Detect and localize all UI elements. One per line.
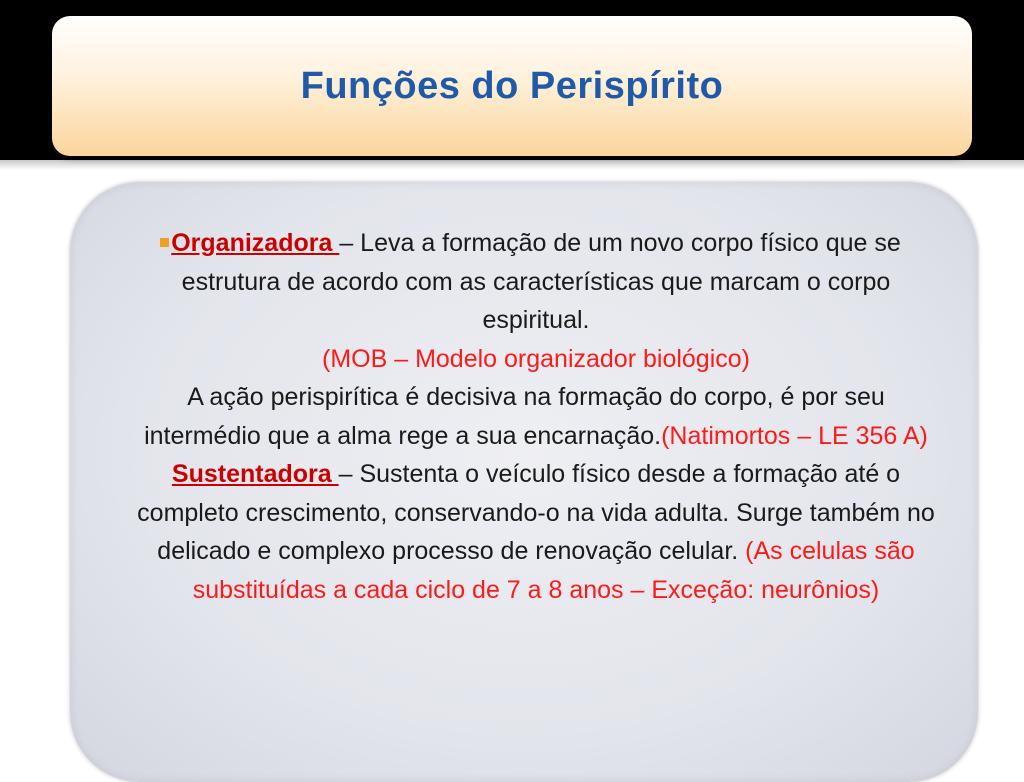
organizadora-note: (MOB – Modelo organizador biológico) — [322, 344, 750, 373]
acao-paragraph — [126, 378, 946, 455]
acao-note: (Natimortos – LE 356 A) — [661, 421, 928, 450]
acao-text: A ação perispirítica é decisiva na formação do corpo, é por seu intermédio que a alma rege a sua encarnação. — [144, 383, 885, 450]
slide-title: Funções do Perispírito — [300, 64, 724, 107]
bullet-organizadora — [126, 224, 946, 378]
sustentadora-term: Sustentadora — [171, 460, 339, 488]
organizadora-paragraph — [126, 224, 946, 378]
content-body — [126, 224, 946, 609]
organizadora-text: – Leva a formação de um novo corpo físico que se estrutura de acordo com as características que marcam o corpo espiritual. — [181, 229, 901, 334]
organizadora-term: Organizadora — [171, 229, 340, 257]
sustentadora-text: – Sustenta o veículo físico desde a formação até o completo crescimento, conservando-o na vida adulta. Surge também no delicado e complexo processo de renovação celular. — [137, 460, 935, 565]
content-panel — [70, 182, 978, 782]
header-band-shadow — [0, 160, 1024, 170]
sustentadora-paragraph — [126, 455, 946, 609]
sustentadora-note: (As celulas são substituídas a cada ciclo de 7 a 8 anos – Exceção: neurônios) — [192, 537, 915, 604]
title-panel — [52, 16, 972, 156]
square-bullet-icon — [160, 238, 169, 247]
